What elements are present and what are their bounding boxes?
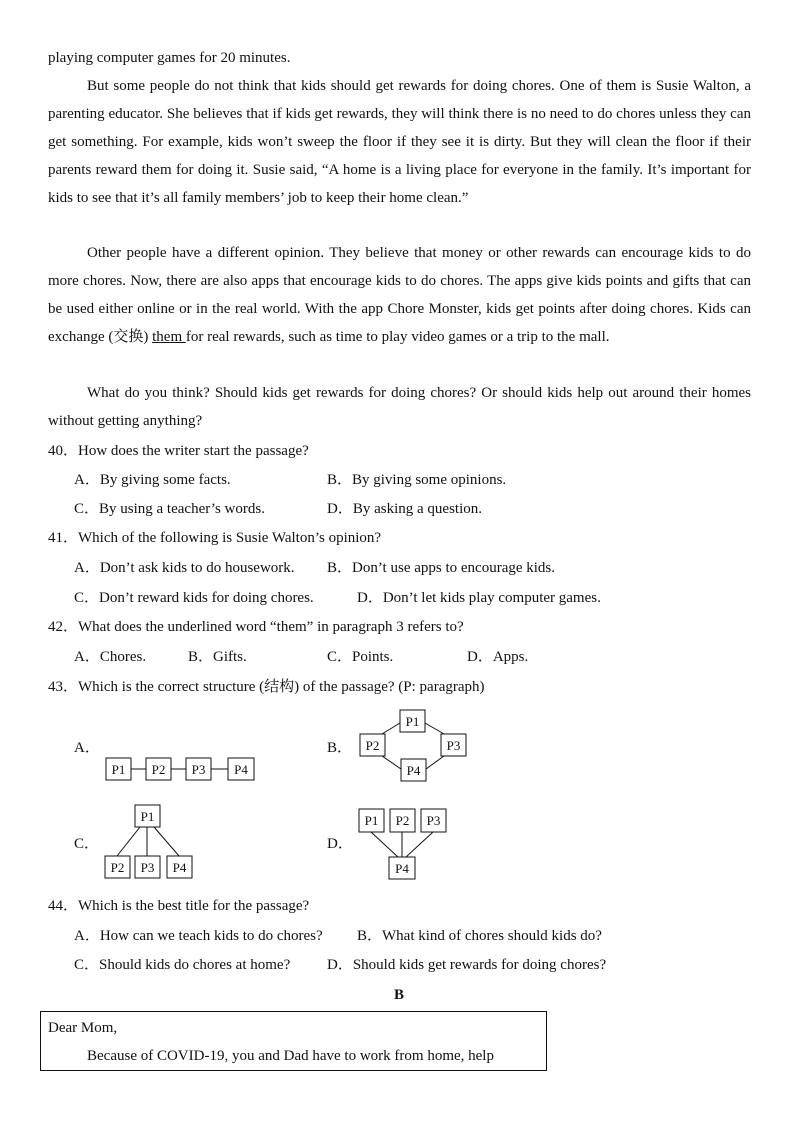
diagram-c-label-p4: P4 (172, 860, 187, 875)
diagram-a-label-p3: P3 (191, 762, 206, 777)
diagram-d-label-p1: P1 (364, 813, 379, 828)
diagram-c-label-p3: P3 (140, 860, 155, 875)
letter-box (40, 1011, 547, 1071)
structure-diagram-c (100, 800, 200, 882)
question-41-option-b[interactable]: B．Don’t use apps to encourage kids. (327, 560, 556, 576)
diagram-b-label-p1: P1 (405, 714, 420, 729)
diagram-d-label-p2: P2 (395, 813, 410, 828)
structure-diagram-d (354, 804, 454, 882)
diagram-b-label-p4: P4 (406, 763, 421, 778)
passage-paragraph-end: playing computer games for 20 minutes. (48, 50, 291, 66)
diagram-b-label-p3: P3 (446, 738, 461, 753)
question-41-option-a[interactable]: A．Don’t ask kids to do housework. (74, 560, 295, 576)
question-43-option-b[interactable]: B． (327, 740, 353, 756)
letter-greeting: Dear Mom, (48, 1020, 118, 1036)
passage-paragraph-2: But some people do not think that kids should get rewards for doing chores. One of them is Susie Walton, a parenting educator. She believes that if kids get rewards, they will think there is no need to do chores unless they can get something. For example, kids won’t sweep the floor if they see it is dirty. But they will clean the floor if their parents reward them for doing it. Susie said, “A home is a living place for everyone in the family. It’s important for kids to see that it’s all family members’ job to keep their home clean.” (48, 78, 751, 206)
question-43-option-c[interactable]: C． (74, 836, 100, 852)
question-43-stem: 43．Which is the correct structure (结构) of the passage? (P: paragraph) (48, 679, 485, 695)
diagram-b-label-p2: P2 (365, 738, 380, 753)
underlined-word-them: them (152, 329, 186, 345)
question-40-stem: 40．How does the writer start the passage? (48, 443, 309, 459)
diagram-d-label-p3: P3 (426, 813, 441, 828)
question-43-option-a[interactable]: A． (74, 740, 100, 756)
structure-diagram-a (100, 752, 260, 786)
paragraph-3-text-end: for real rewards, such as time to play video games or a trip to the mall. (185, 329, 610, 345)
question-44-option-d[interactable]: D．Should kids get rewards for doing chores? (327, 957, 607, 973)
diagram-a-label-p2: P2 (151, 762, 166, 777)
passage-paragraph-4: What do you think? Should kids get rewards for doing chores? Or should kids help out around their homes without getting anything? (48, 385, 751, 429)
question-40-option-a[interactable]: A．By giving some facts. (74, 472, 231, 488)
question-44-stem: 44．Which is the best title for the passage? (48, 898, 310, 914)
section-b-heading: B (394, 987, 405, 1003)
diagram-a-label-p1: P1 (111, 762, 126, 777)
question-42-option-b[interactable]: B．Gifts. (188, 649, 247, 665)
question-42-stem: 42．What does the underlined word “them” in paragraph 3 refers to? (48, 619, 464, 635)
diagram-c-label-p1: P1 (140, 809, 155, 824)
diagram-d-label-p4: P4 (395, 861, 409, 876)
question-40-option-b[interactable]: B．By giving some opinions. (327, 472, 507, 488)
letter-first-line: Because of COVID-19, you and Dad have to work from home, help (87, 1048, 494, 1064)
paragraph-3-text-start: Other people have a different opinion. They believe that money or other rewards can encourage kids to do more chores. Now, there are also apps that encourage kids to do chores. The apps give kids points and gifts that can be used either online or in the real world. With the app Chore Monster, kids get points after doing chores. Kids can exchange (交换) (48, 245, 751, 345)
question-44-option-c[interactable]: C．Should kids do chores at home? (74, 957, 291, 973)
diagram-a-label-p4: P4 (234, 762, 248, 777)
structure-diagram-b (356, 706, 471, 784)
passage-paragraph-3 (48, 239, 751, 351)
question-40-option-c[interactable]: C．By using a teacher’s words. (74, 501, 265, 517)
question-42-option-a[interactable]: A．Chores. (74, 649, 147, 665)
question-43-option-d[interactable]: D． (327, 836, 353, 852)
question-44-option-b[interactable]: B．What kind of chores should kids do? (357, 928, 602, 944)
question-41-option-c[interactable]: C．Don’t reward kids for doing chores. (74, 590, 314, 606)
question-42-option-c[interactable]: C．Points. (327, 649, 394, 665)
question-41-stem: 41．Which of the following is Susie Walton’s opinion? (48, 530, 382, 546)
question-40-option-d[interactable]: D．By asking a question. (327, 501, 482, 517)
question-42-option-d[interactable]: D．Apps. (467, 649, 529, 665)
diagram-c-label-p2: P2 (110, 860, 125, 875)
question-44-option-a[interactable]: A．How can we teach kids to do chores? (74, 928, 323, 944)
question-41-option-d[interactable]: D．Don’t let kids play computer games. (357, 590, 601, 606)
